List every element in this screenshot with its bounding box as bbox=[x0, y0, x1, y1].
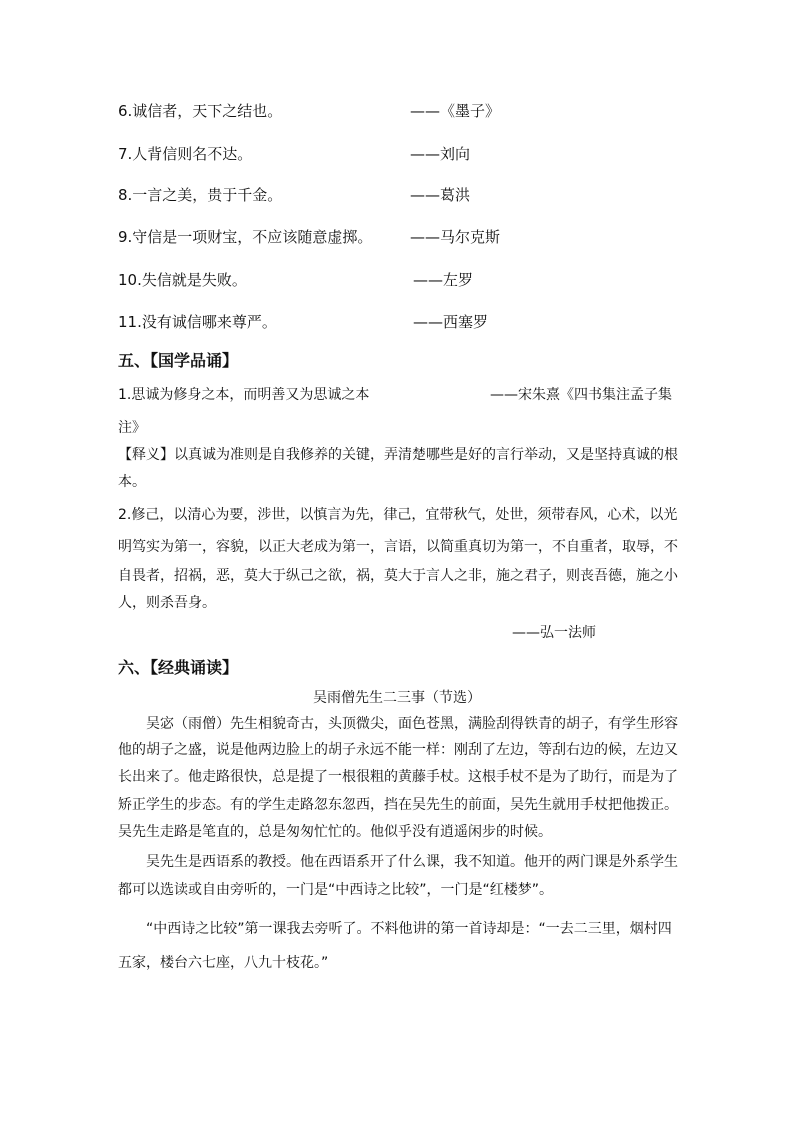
quote-text: 10.失信就是失败。 bbox=[118, 271, 247, 289]
paragraph-line: 都可以选读或自由旁听的，一门是“中西诗之比较”，一门是“红楼梦”。 bbox=[118, 882, 554, 898]
paragraph-line: 吴先生走路是笔直的，总是匆匆忙忙的。他似乎没有逍遥闲步的时候。 bbox=[118, 824, 552, 840]
explanation-line: 本。 bbox=[118, 474, 146, 490]
paragraph-line: “中西诗之比较”第一课我去旁听了。不料他讲的第一首诗却是：“一去二三里，烟村四 bbox=[146, 921, 672, 937]
paragraph-line: 吴宓（雨僧）先生相貌奇古，头顶微尖，面色苍黑，满脸刮得铁青的胡子，有学生形容 bbox=[146, 716, 678, 732]
paragraph-line: 矫正学生的步态。有的学生走路忽东忽西，挡在吴先生的前面，吴先生就用手杖把他拨正。 bbox=[118, 797, 678, 813]
article-title: 吴雨僧先生二三事（节选） bbox=[313, 690, 481, 706]
quote-text: 8.一言之美，贵于千金。 bbox=[118, 186, 283, 204]
item-line: 2.修己，以清心为要，涉世，以慎言为先，律己，宜带秋气，处世，须带春风，心术，以光 bbox=[118, 507, 678, 523]
paragraph-line: 他的胡子之盛，说是他两边脸上的胡子永远不能一样：刚刮了左边，等刮右边的候，左边又 bbox=[118, 742, 678, 758]
quote-text: 7.人背信则名不达。 bbox=[118, 145, 253, 163]
section-heading: 五、【国学品诵】 bbox=[118, 351, 239, 370]
item-source: ——弘一法师 bbox=[512, 625, 596, 641]
item-line: 人，则杀吾身。 bbox=[118, 595, 216, 611]
item-source-continued: 注》 bbox=[118, 420, 146, 436]
paragraph-line: 五家，楼台六七座，八九十枝花。” bbox=[118, 955, 329, 971]
quote-source: ——马尔克斯 bbox=[410, 228, 501, 246]
item-text: 1.思诚为修身之本，而明善又为思诚之本 bbox=[118, 387, 370, 403]
quote-text: 11.没有诚信哪来尊严。 bbox=[118, 313, 277, 331]
item-line: 自畏者，招祸，恶，莫大于纵己之欲，祸，莫大于言人之非，施之君子，则丧吾德，施之小 bbox=[118, 568, 678, 584]
quote-source: ——刘向 bbox=[410, 145, 471, 163]
quote-source: ——葛洪 bbox=[410, 186, 471, 204]
quote-text: 9.守信是一项财宝，不应该随意虚掷。 bbox=[118, 228, 373, 246]
explanation-line: 【释义】以真诚为准则是自我修养的关键，弄清楚哪些是好的言行举动，又是坚持真诚的根 bbox=[118, 447, 678, 463]
quote-source: ——左罗 bbox=[413, 271, 474, 289]
section-heading: 六、【经典诵读】 bbox=[118, 658, 239, 677]
quote-source: ——《墨子》 bbox=[410, 102, 501, 120]
quote-text: 6.诚信者，天下之结也。 bbox=[118, 102, 283, 120]
paragraph-line: 吴先生是西语系的教授。他在西语系开了什么课，我不知道。他开的两门课是外系学生 bbox=[146, 854, 678, 870]
item-line: 明笃实为第一，容貌，以正大老成为第一，言语，以简重真切为第一，不自重者，取辱，不 bbox=[118, 539, 678, 555]
quote-source: ——西塞罗 bbox=[413, 313, 489, 331]
item-source: ——宋朱熹《四书集注孟子集 bbox=[490, 387, 672, 403]
paragraph-line: 长出来了。他走路很快，总是提了一根很粗的黄藤手杖。这根手杖不是为了助行，而是为了 bbox=[118, 769, 678, 785]
